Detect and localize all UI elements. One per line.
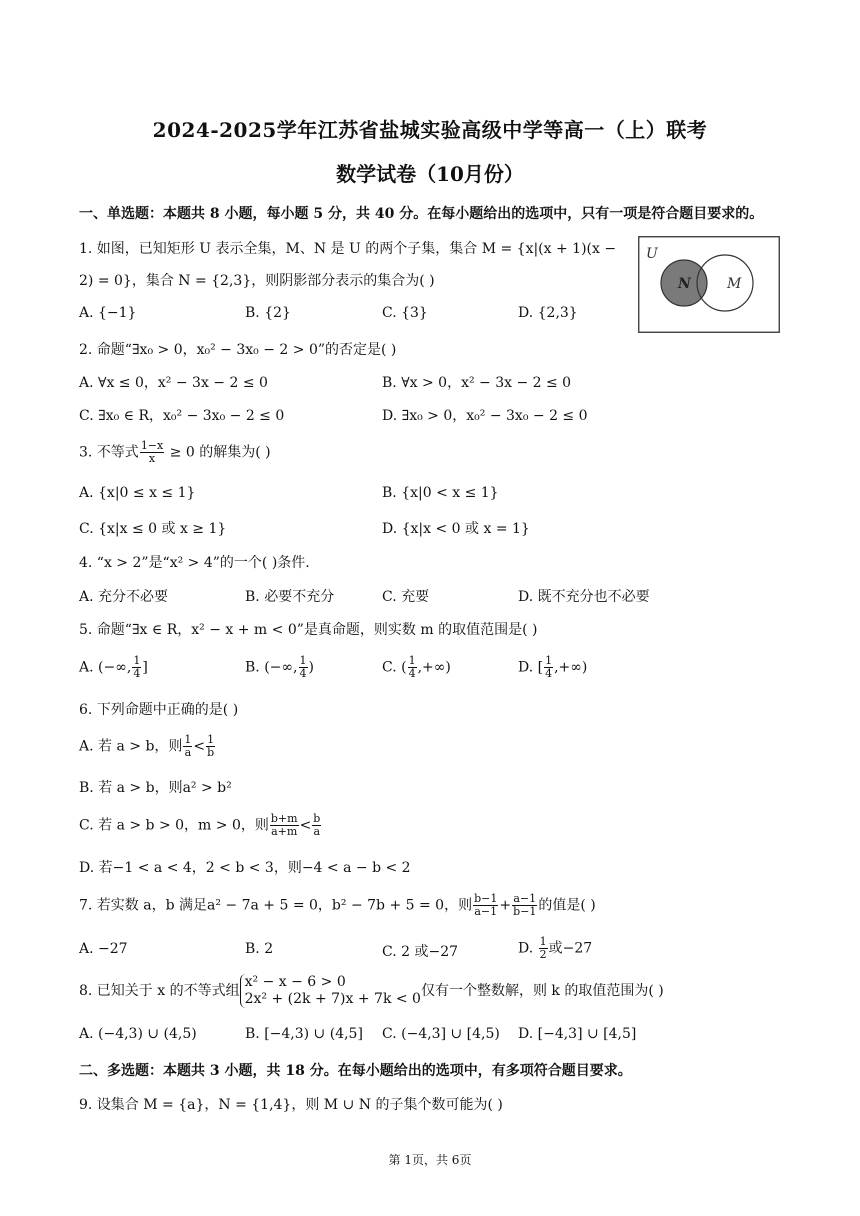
question-5-option-b: B. (−∞, $\frac{1}{4}$ ) [245,654,314,680]
question-7-option-d: D. $\frac{1}{2}$ 或−27 [518,935,593,961]
exam-subtitle: 数学试卷（10月份） [336,162,524,186]
question-6-option-c: C. 若 a > b > 0，m > 0，则 $\frac{b+m}{a+m}$ < $\frac{b}{a}$ [79,812,321,838]
question-3-option-d: D. {x|x < 0 或 x = 1} [382,521,530,537]
question-8-option-d: D. [−4,3] ∪ [4,5] [518,1026,637,1042]
question-1-option-c: C. {3} [382,305,428,321]
inequality-system: x² − x − 6 > 0 2x² + (2k + 7)x + 7k < 0 [240,974,421,1008]
question-8-option-c: C. (−4,3] ∪ [4,5) [382,1026,500,1042]
question-7-stem: 7. 若实数 a，b 满足a² − 7a + 5 = 0，b² − 7b + 5 = 0，则 $\frac{b-1}{a-1}$ + $\frac{a-1}{b-1}$ 的值是( ) [79,892,596,918]
question-1-option-a: A. {−1} [79,305,137,321]
question-1-line-1: 1. 如图，已知矩形 U 表示全集，M、N 是 U 的两个子集，集合 M = {x|(x + 1)(x − [79,241,617,257]
question-4-stem: 4. “x > 2”是“x² > 4”的一个( )条件. [79,555,310,571]
question-6-stem: 6. 下列命题中正确的是( ) [79,702,239,718]
section-2-heading: 二、多选题：本题共 3 小题，共 18 分。在每小题给出的选项中，有多项符合题目要求。 [79,1063,632,1079]
question-2-option-c: C. ∃x₀ ∈ R，x₀² − 3x₀ − 2 ≤ 0 [79,408,285,424]
question-5-option-c: C. ( $\frac{1}{4}$ ,+∞) [382,654,451,680]
question-5-option-d: D. [ $\frac{1}{4}$ ,+∞) [518,654,588,680]
question-1-option-b: B. {2} [245,305,291,321]
universal-set-rect [639,237,780,333]
section-1-heading: 一、单选题：本题共 8 小题，每小题 5 分，共 40 分。在每小题给出的选项中，只有一项是符合题目要求的。 [79,206,764,222]
question-3-stem: 3. 不等式 $\frac{1-x}{x}$ ≥ 0 的解集为( ) [79,439,271,465]
question-6-option-b: B. 若 a > b，则a² > b² [79,780,232,796]
question-3-option-c: C. {x|x ≤ 0 或 x ≥ 1} [79,521,227,537]
question-8-stem: 8. 已知关于 x 的不等式组 x² − x − 6 > 0 2x² + (2k + 7)x + 7k < 0 仅有一个整数解，则 k 的取值范围为( ) [79,974,664,1007]
question-4-option-b: B. 必要不充分 [245,589,335,605]
question-7-option-c: C. 2 或−27 [382,944,459,960]
venn-diagram [638,236,780,333]
fraction: $\frac{1-x}{x}$ [140,439,164,465]
question-6-option-d: D. 若−1 < a < 4，2 < b < 3，则−4 < a − b < 2 [79,860,411,876]
question-5-stem: 5. 命题“∃x ∈ R，x² − x + m < 0”是真命题，则实数 m 的取值范围是( ) [79,622,538,638]
question-2-stem: 2. 命题“∃x₀ > 0，x₀² − 3x₀ − 2 > 0”的否定是( ) [79,342,397,358]
question-5-option-a: A. (−∞, $\frac{1}{4}$ ] [79,654,148,680]
question-8-option-a: A. (−4,3) ∪ (4,5) [79,1026,197,1042]
question-3-option-a: A. {x|0 ≤ x ≤ 1} [79,485,196,501]
question-7-option-a: A. −27 [79,941,128,957]
question-8-option-b: B. [−4,3) ∪ (4,5] [245,1026,363,1042]
question-4-option-c: C. 充要 [382,589,430,605]
question-4-option-a: A. 充分不必要 [79,589,169,605]
question-2-option-b: B. ∀x > 0，x² − 3x − 2 ≤ 0 [382,375,572,391]
label-m: M [727,276,742,292]
question-3-option-b: B. {x|0 < x ≤ 1} [382,485,499,501]
label-u: U [646,246,658,262]
question-1-option-d: D. {2,3} [518,305,578,321]
exam-title: 2024-2025学年江苏省盐城实验高级中学等高一（上）联考 [152,118,708,142]
question-2-option-d: D. ∃x₀ > 0，x₀² − 3x₀ − 2 ≤ 0 [382,408,588,424]
label-n: N [678,276,691,292]
page-footer: 第 1页，共 6页 [388,1153,472,1167]
question-4-option-d: D. 既不充分也不必要 [518,589,650,605]
question-1-line-2: 2) = 0}，集合 N = {2,3}，则阴影部分表示的集合为( ) [79,273,435,289]
question-9-stem: 9. 设集合 M = {a}，N = {1,4}，则 M ∪ N 的子集个数可能为( ) [79,1097,503,1113]
question-7-option-b: B. 2 [245,941,274,957]
question-2-option-a: A. ∀x ≤ 0，x² − 3x − 2 ≤ 0 [79,375,268,391]
question-6-option-a: A. 若 a > b，则 $\frac{1}{a}$ < $\frac{1}{b}$ [79,733,215,759]
